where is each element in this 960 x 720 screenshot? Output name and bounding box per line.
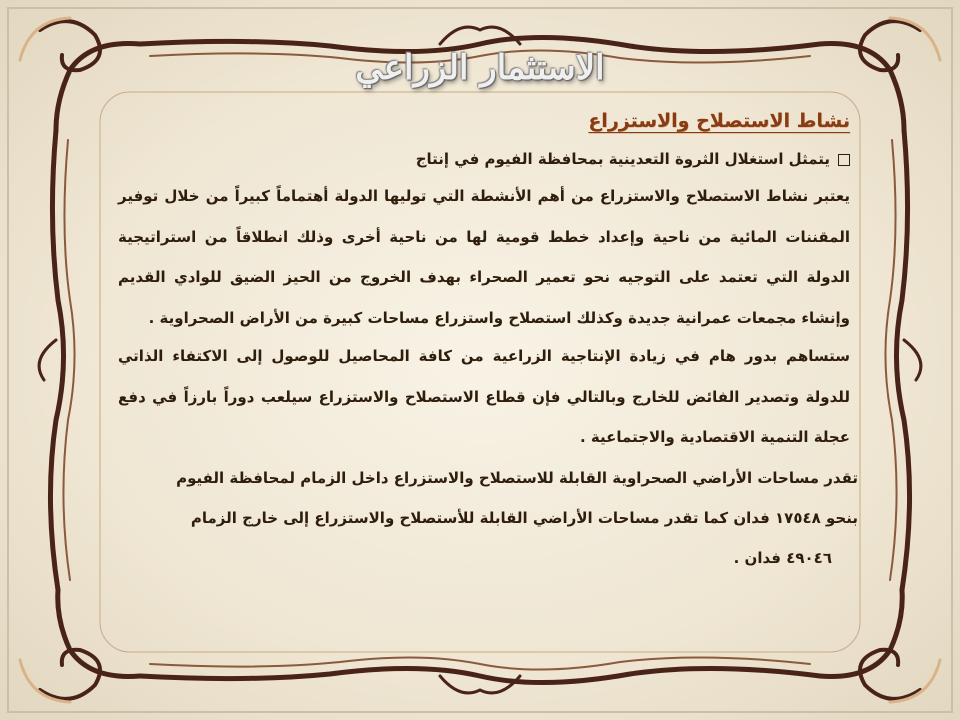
bullet-text: يتمثل استغلال الثروة التعدينية بمحافظة الفيوم في إنتاج xyxy=(415,150,830,168)
checkbox-bullet-icon xyxy=(838,154,850,166)
paragraph-3-line-3: ٤٩٠٤٦ فدان . xyxy=(733,548,832,567)
bullet-item xyxy=(118,146,850,172)
slide-content xyxy=(118,108,858,578)
paragraph-3-line-1: تقدر مساحات الأراضي الصحراوية القابلة للاستصلاح والاستزراع داخل الزمام لمحافظة الفيوم xyxy=(176,468,858,487)
paragraph-1: يعتبر نشاط الاستصلاح والاستزراع من أهم الأنشطة التي توليها الدولة أهتماماً كبيراً من خلال توفير المقننات المائية من ناحية وإعداد خطط قومية لها من ناحية أخرى وذلك انطلاقاً من استراتيجية الدولة التي تعتمد على التوجيه نحو تعمير الصحراء بهدف الخروج من الحيز الضيق للوادي القديم وإنشاء مجمعات عمرانية جديدة وكذلك استصلاح واستزراع مساحات كبيرة من الأراض الصحراوية . xyxy=(118,187,850,327)
paragraph-3 xyxy=(118,458,858,578)
paragraph-2: ستساهم بدور هام في زيادة الإنتاجية الزراعية من كافة المحاصيل للوصول إلى الاكتفاء الذاتي للدولة وتصدير الفائض للخارج وبالتالي فإن قطاع الاستصلاح والاستزراع سيلعب دوراً بارزاً في دفع عجلة التنمية الاقتصادية والاجتماعية . xyxy=(118,347,850,446)
paragraph-3-line-2: بنحو ١٧٥٤٨ فدان كما تقدر مساحات الأراضي القابلة للأستصلاح والاستزراع إلى خارج الزمام xyxy=(190,508,858,527)
section-subtitle: نشاط الاستصلاح والاستزراع xyxy=(588,110,850,132)
slide-title: الاستثمار الزراعي xyxy=(355,48,605,88)
